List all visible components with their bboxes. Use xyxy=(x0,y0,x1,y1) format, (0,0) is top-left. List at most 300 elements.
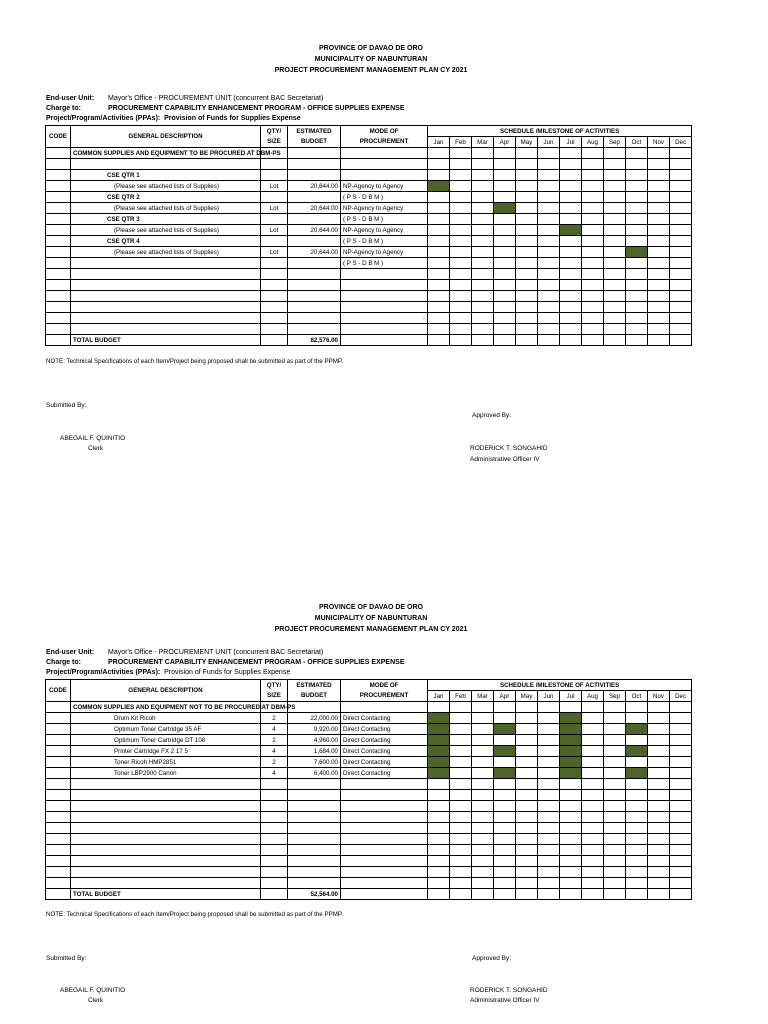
month-cell xyxy=(626,192,648,203)
month-cell xyxy=(604,823,626,834)
month-cell xyxy=(428,823,450,834)
code-cell xyxy=(46,148,71,159)
budget-cell xyxy=(288,148,341,159)
description-cell: Optimum Toner Cartridge 35 AF xyxy=(71,724,261,735)
code-cell xyxy=(46,280,71,291)
code-cell xyxy=(46,746,71,757)
month-cell xyxy=(428,790,450,801)
month-cell xyxy=(450,878,472,889)
month-cell xyxy=(582,867,604,878)
total-label: TOTAL BUDGET xyxy=(71,889,261,900)
ppa-value: Provision of Funds for Supplies Expense xyxy=(164,115,301,122)
month-cell xyxy=(472,801,494,812)
month-cell xyxy=(604,148,626,159)
month-cell xyxy=(472,823,494,834)
col-mode-header: MODE OF xyxy=(341,680,428,691)
month-cell xyxy=(516,214,538,225)
month-cell xyxy=(604,856,626,867)
milestone-marker xyxy=(494,768,516,779)
month-cell xyxy=(428,878,450,889)
month-cell xyxy=(582,181,604,192)
milestone-marker xyxy=(560,768,582,779)
table-row xyxy=(46,757,692,768)
month-cell xyxy=(604,834,626,845)
description-cell: CSE QTR 2 xyxy=(71,192,261,203)
month-cell xyxy=(428,702,450,713)
month-cell xyxy=(472,313,494,324)
month-header: Sep xyxy=(604,691,626,702)
budget-cell xyxy=(288,845,341,856)
month-cell xyxy=(560,280,582,291)
month-cell xyxy=(670,768,692,779)
description-cell xyxy=(71,291,261,302)
month-cell xyxy=(450,823,472,834)
month-cell xyxy=(494,702,516,713)
month-cell xyxy=(538,702,560,713)
month-cell xyxy=(560,834,582,845)
month-cell xyxy=(472,889,494,900)
mode-cell: ( P S - D B M ) xyxy=(341,236,428,247)
mode-cell xyxy=(341,269,428,280)
description-cell: CSE QTR 3 xyxy=(71,214,261,225)
month-cell xyxy=(472,203,494,214)
month-cell xyxy=(560,214,582,225)
month-cell xyxy=(626,335,648,346)
mode-cell xyxy=(341,324,428,335)
month-cell xyxy=(626,181,648,192)
month-cell xyxy=(626,702,648,713)
month-cell xyxy=(538,812,560,823)
table-row xyxy=(46,768,692,779)
schedule-header: SCHEDULE /MILESTONE OF ACTIVITIES xyxy=(428,680,692,691)
month-cell xyxy=(560,867,582,878)
month-cell xyxy=(670,713,692,724)
month-cell xyxy=(516,170,538,181)
description-cell: (Please see attached lists of Supplies) xyxy=(71,225,261,236)
mode-cell xyxy=(341,170,428,181)
qty-cell xyxy=(261,856,288,867)
month-cell xyxy=(648,203,670,214)
submitter-title-2: Clerk xyxy=(88,997,104,1004)
qty-cell: 4 xyxy=(261,746,288,757)
month-cell xyxy=(670,790,692,801)
month-cell xyxy=(428,203,450,214)
month-cell xyxy=(560,247,582,258)
qty-cell xyxy=(261,801,288,812)
month-cell xyxy=(450,181,472,192)
month-cell xyxy=(472,324,494,335)
month-cell xyxy=(450,713,472,724)
budget-cell: 20,644.00 xyxy=(288,225,341,236)
month-cell xyxy=(582,170,604,181)
month-cell xyxy=(472,834,494,845)
budget-cell xyxy=(288,867,341,878)
month-cell xyxy=(472,148,494,159)
qty-cell xyxy=(261,878,288,889)
month-cell xyxy=(538,845,560,856)
milestone-marker xyxy=(494,203,516,214)
month-cell xyxy=(494,867,516,878)
month-cell xyxy=(494,735,516,746)
month-cell xyxy=(538,269,560,280)
month-cell xyxy=(472,302,494,313)
month-cell xyxy=(670,856,692,867)
mode-cell xyxy=(341,845,428,856)
qty-cell: Lot xyxy=(261,247,288,258)
table-row xyxy=(46,214,692,225)
month-cell xyxy=(494,302,516,313)
month-cell xyxy=(472,702,494,713)
mode-cell xyxy=(341,335,428,346)
code-cell xyxy=(46,269,71,280)
month-cell xyxy=(450,768,472,779)
month-cell xyxy=(626,280,648,291)
month-cell xyxy=(494,313,516,324)
qty-cell xyxy=(261,192,288,203)
month-cell xyxy=(516,790,538,801)
description-cell xyxy=(71,878,261,889)
month-cell xyxy=(560,313,582,324)
code-cell xyxy=(46,845,71,856)
month-cell xyxy=(538,768,560,779)
month-cell xyxy=(648,735,670,746)
month-cell xyxy=(538,159,560,170)
mode-cell xyxy=(341,790,428,801)
mode-cell xyxy=(341,823,428,834)
month-header: Sep xyxy=(604,137,626,148)
code-cell xyxy=(46,768,71,779)
submitted-by-label: Submitted By: xyxy=(46,402,87,409)
mode-cell xyxy=(341,280,428,291)
month-cell xyxy=(626,148,648,159)
month-cell xyxy=(516,280,538,291)
mode-cell xyxy=(341,302,428,313)
month-cell xyxy=(450,313,472,324)
description-cell xyxy=(71,280,261,291)
month-cell xyxy=(472,258,494,269)
month-cell xyxy=(450,801,472,812)
description-cell: CSE QTR 4 xyxy=(71,236,261,247)
month-cell xyxy=(516,878,538,889)
month-cell xyxy=(648,335,670,346)
col-mode-header-2: PROCUREMENT xyxy=(341,137,428,148)
month-header: Jul xyxy=(560,691,582,702)
mode-cell: Direct Contacting xyxy=(341,724,428,735)
col-code-header: CODE xyxy=(46,126,71,148)
budget-cell xyxy=(288,236,341,247)
month-cell xyxy=(582,291,604,302)
month-cell xyxy=(450,192,472,203)
month-cell xyxy=(560,170,582,181)
month-cell xyxy=(538,856,560,867)
month-cell xyxy=(538,247,560,258)
milestone-marker xyxy=(428,713,450,724)
month-cell xyxy=(560,291,582,302)
month-cell xyxy=(450,724,472,735)
mode-cell: NP-Agency to Agency xyxy=(341,203,428,214)
approver-name: RODERICK T. SONGAHID xyxy=(470,445,548,452)
month-cell xyxy=(516,225,538,236)
month-header: Dec xyxy=(670,137,692,148)
month-cell xyxy=(472,159,494,170)
budget-cell xyxy=(288,823,341,834)
month-cell xyxy=(516,192,538,203)
mode-cell xyxy=(341,878,428,889)
month-cell xyxy=(648,313,670,324)
month-cell xyxy=(472,757,494,768)
month-cell xyxy=(560,845,582,856)
milestone-marker xyxy=(626,768,648,779)
qty-cell: 4 xyxy=(261,724,288,735)
month-cell xyxy=(494,324,516,335)
note-text-2: NOTE: Technical Specifications of each Item/Project being proposed shall be submitted as part of the PPMP. xyxy=(46,911,343,918)
submitter-name-2: ABEGAIL F. QUINITIO xyxy=(60,987,126,994)
month-cell xyxy=(626,757,648,768)
total-value: 82,576.00 xyxy=(288,335,341,346)
charge-label-2: Charge to: xyxy=(46,659,81,666)
mode-cell xyxy=(341,834,428,845)
month-cell xyxy=(582,812,604,823)
code-cell xyxy=(46,258,71,269)
month-cell xyxy=(648,258,670,269)
month-header: Jun xyxy=(538,137,560,148)
month-cell xyxy=(450,269,472,280)
month-cell xyxy=(450,236,472,247)
month-cell xyxy=(538,148,560,159)
milestone-marker xyxy=(560,735,582,746)
month-cell xyxy=(670,724,692,735)
code-cell xyxy=(46,247,71,258)
description-cell xyxy=(71,867,261,878)
month-cell xyxy=(582,159,604,170)
month-cell xyxy=(670,801,692,812)
month-cell xyxy=(516,746,538,757)
month-cell xyxy=(472,867,494,878)
month-cell xyxy=(648,192,670,203)
code-cell xyxy=(46,702,71,713)
mode-cell: Direct Contacting xyxy=(341,757,428,768)
month-cell xyxy=(516,313,538,324)
month-cell xyxy=(626,258,648,269)
month-cell xyxy=(560,790,582,801)
code-cell xyxy=(46,823,71,834)
month-cell xyxy=(516,269,538,280)
col-budget-header-2: BUDGET xyxy=(288,137,341,148)
milestone-marker xyxy=(428,757,450,768)
month-cell xyxy=(538,170,560,181)
month-cell xyxy=(582,702,604,713)
month-cell xyxy=(626,291,648,302)
qty-cell xyxy=(261,867,288,878)
month-cell xyxy=(538,313,560,324)
month-cell xyxy=(450,856,472,867)
month-cell xyxy=(648,280,670,291)
budget-cell: 22,000.00 xyxy=(288,713,341,724)
month-header: Oct xyxy=(626,137,648,148)
table-row xyxy=(46,269,692,280)
month-cell xyxy=(604,159,626,170)
month-cell xyxy=(648,779,670,790)
month-cell xyxy=(670,757,692,768)
month-cell xyxy=(670,823,692,834)
description-cell xyxy=(71,258,261,269)
month-cell xyxy=(648,159,670,170)
month-cell xyxy=(428,856,450,867)
table-row xyxy=(46,834,692,845)
month-cell xyxy=(494,856,516,867)
budget-cell xyxy=(288,702,341,713)
month-cell xyxy=(648,214,670,225)
table-row xyxy=(46,856,692,867)
col-qty-header-2: SIZE xyxy=(261,137,288,148)
mode-cell xyxy=(341,702,428,713)
month-cell xyxy=(604,779,626,790)
month-cell xyxy=(670,203,692,214)
month-cell xyxy=(626,735,648,746)
code-cell xyxy=(46,812,71,823)
table-row xyxy=(46,159,692,170)
month-cell xyxy=(494,214,516,225)
month-cell xyxy=(450,148,472,159)
schedule-header: SCHEDULE /MILESTONE OF ACTIVITIES xyxy=(428,126,692,137)
month-cell xyxy=(428,335,450,346)
table-row xyxy=(46,867,692,878)
month-cell xyxy=(494,181,516,192)
month-cell xyxy=(604,867,626,878)
table-row xyxy=(46,247,692,258)
budget-cell xyxy=(288,291,341,302)
month-cell xyxy=(560,856,582,867)
month-cell xyxy=(670,247,692,258)
approved-by-label-2: Approved By: xyxy=(472,955,512,962)
month-cell xyxy=(516,335,538,346)
total-row xyxy=(46,335,692,346)
month-cell xyxy=(450,214,472,225)
month-cell xyxy=(516,735,538,746)
qty-cell xyxy=(261,214,288,225)
approver-title-2: Administrative Officer IV xyxy=(470,997,540,1004)
month-cell xyxy=(428,269,450,280)
table-row xyxy=(46,324,692,335)
month-cell xyxy=(516,203,538,214)
table-header-row xyxy=(46,126,692,137)
milestone-marker xyxy=(560,713,582,724)
table-row xyxy=(46,878,692,889)
month-cell xyxy=(604,845,626,856)
month-cell xyxy=(560,779,582,790)
month-cell xyxy=(626,324,648,335)
month-cell xyxy=(538,757,560,768)
month-cell xyxy=(494,878,516,889)
month-cell xyxy=(604,790,626,801)
qty-cell xyxy=(261,845,288,856)
section-title: COMMON SUPPLIES AND EQUIPMENT TO BE PROCURED AT DBM-PS xyxy=(71,148,261,159)
code-cell xyxy=(46,335,71,346)
month-cell xyxy=(670,812,692,823)
month-cell xyxy=(670,280,692,291)
submitter-name: ABEGAIL F. QUINITIO xyxy=(60,435,126,442)
table-row xyxy=(46,170,692,181)
month-cell xyxy=(648,713,670,724)
month-cell xyxy=(450,302,472,313)
month-cell xyxy=(472,291,494,302)
month-cell xyxy=(560,203,582,214)
month-cell xyxy=(538,291,560,302)
table-row xyxy=(46,845,692,856)
month-cell xyxy=(604,258,626,269)
month-cell xyxy=(472,856,494,867)
month-header: Apr xyxy=(494,137,516,148)
month-cell xyxy=(560,148,582,159)
mode-cell xyxy=(341,867,428,878)
month-cell xyxy=(604,768,626,779)
month-cell xyxy=(516,801,538,812)
qty-cell: Lot xyxy=(261,225,288,236)
month-cell xyxy=(626,302,648,313)
month-cell xyxy=(582,823,604,834)
month-cell xyxy=(428,170,450,181)
month-cell xyxy=(582,247,604,258)
month-cell xyxy=(450,702,472,713)
code-cell xyxy=(46,790,71,801)
month-cell xyxy=(494,236,516,247)
code-cell xyxy=(46,724,71,735)
charge-value: PROCUREMENT CAPABILITY ENHANCEMENT PROGRAM - OFFICE SUPPLIES EXPENSE xyxy=(108,105,405,112)
description-cell: Toner Ricoh HMP2851 xyxy=(71,757,261,768)
month-cell xyxy=(604,324,626,335)
month-cell xyxy=(450,889,472,900)
month-cell xyxy=(604,214,626,225)
month-cell xyxy=(626,823,648,834)
month-cell xyxy=(648,812,670,823)
qty-cell xyxy=(261,823,288,834)
month-cell xyxy=(670,867,692,878)
month-cell xyxy=(494,225,516,236)
month-cell xyxy=(538,258,560,269)
total-label: TOTAL BUDGET xyxy=(71,335,261,346)
month-cell xyxy=(538,302,560,313)
month-cell xyxy=(450,812,472,823)
month-cell xyxy=(648,236,670,247)
month-cell xyxy=(626,889,648,900)
month-cell xyxy=(494,170,516,181)
month-cell xyxy=(670,170,692,181)
month-cell xyxy=(560,324,582,335)
qty-cell xyxy=(261,291,288,302)
ppa-label-2: Project/Program/Activities (PPAs): xyxy=(46,669,161,676)
month-cell xyxy=(538,867,560,878)
month-cell xyxy=(626,834,648,845)
mode-cell: NP-Agency to Agency xyxy=(341,225,428,236)
month-cell xyxy=(582,768,604,779)
month-cell xyxy=(538,735,560,746)
month-cell xyxy=(516,845,538,856)
month-cell xyxy=(494,713,516,724)
month-cell xyxy=(450,247,472,258)
month-cell xyxy=(582,845,604,856)
month-cell xyxy=(450,746,472,757)
month-cell xyxy=(472,878,494,889)
description-cell: Toner LBP2900 Canon xyxy=(71,768,261,779)
month-header: May xyxy=(516,691,538,702)
month-cell xyxy=(648,702,670,713)
month-cell xyxy=(494,335,516,346)
month-cell xyxy=(472,181,494,192)
ppa-line-2 xyxy=(46,668,290,678)
table-row xyxy=(46,280,692,291)
month-cell xyxy=(604,313,626,324)
month-cell xyxy=(604,236,626,247)
